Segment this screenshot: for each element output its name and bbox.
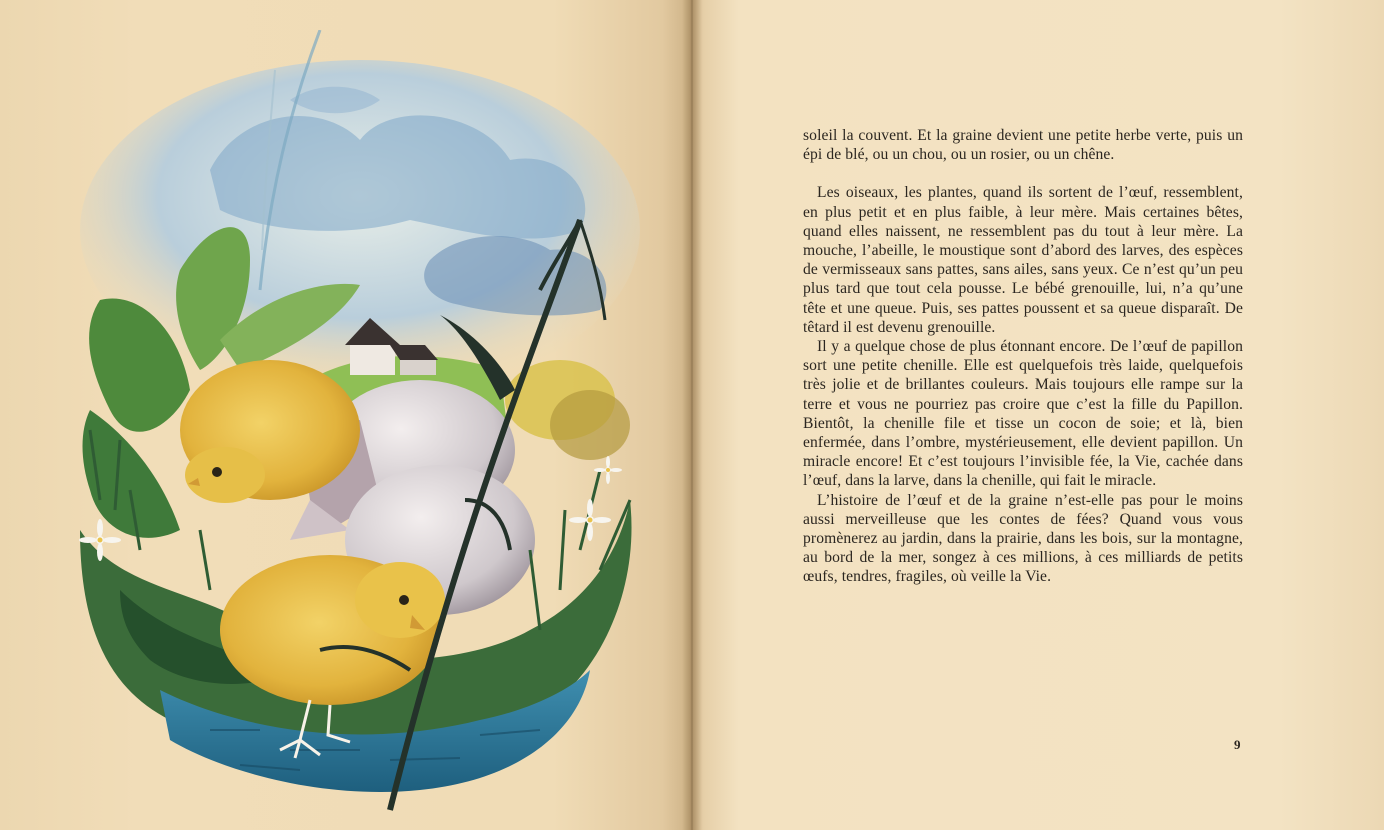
paragraph: Il y a quelque chose de plus étonnant encore. De l’œuf de papillon sort une petite chenille. Elle est quelquefois très laide, quelquefois très jolie et de brillantes couleurs. Mais toujours elle rampe sur la terre et vous ne pourriez pas croire que c’est la fille du Papillon. Bientôt, la chenille file et tisse un cocon de soie; et là, bien enfermée, dans l’ombre, mystérieusement, elle devient papillon. Un miracle encore! Et c’est toujours l’invisible fée, la Vie, cachée dans l’œuf, dans la larve, dans la chenille, qui fait le miracle. (803, 338, 1243, 490)
chicks-illustration (60, 30, 670, 830)
body-text (803, 126, 1243, 587)
book-gutter (682, 0, 702, 830)
left-page (0, 0, 690, 830)
page-number: 9 (1234, 737, 1241, 752)
paragraph: Les oiseaux, les plantes, quand ils sortent de l’œuf, ressemblent, en plus petit et en plus faible, à leur mère. Mais certaines bêtes, quand elles naissent, ne ressemblent pas du tout à leur mère. La mouche, l’abeille, le moustique sont d’abord des larves, des espèces de vermisseaux sans pattes, sans ailes, sans yeux. Ce n’est qu’un peu plus tard que tout cela pousse. Le bébé grenouille, lui, n’a qu’une tête et une queue. Puis, ses pattes poussent et sa queue disparaît. De têtard il est devenu grenouille. (803, 184, 1243, 336)
right-page (690, 0, 1384, 830)
paragraph: L’histoire de l’œuf et de la graine n’est-elle pas pour le moins aussi merveilleuse que les contes de fées? Quand vous vous promènerez au jardin, dans la prairie, dans les bois, sur la montagne, au bord de la mer, songez à ces millions, à ces milliards de petits œufs, tendres, fragiles, où veille la Vie. (803, 491, 1243, 586)
paragraph: soleil la couvent. Et la graine devient une petite herbe verte, puis un épi de blé, ou un chou, ou un rosier, ou un chêne. (803, 127, 1243, 164)
